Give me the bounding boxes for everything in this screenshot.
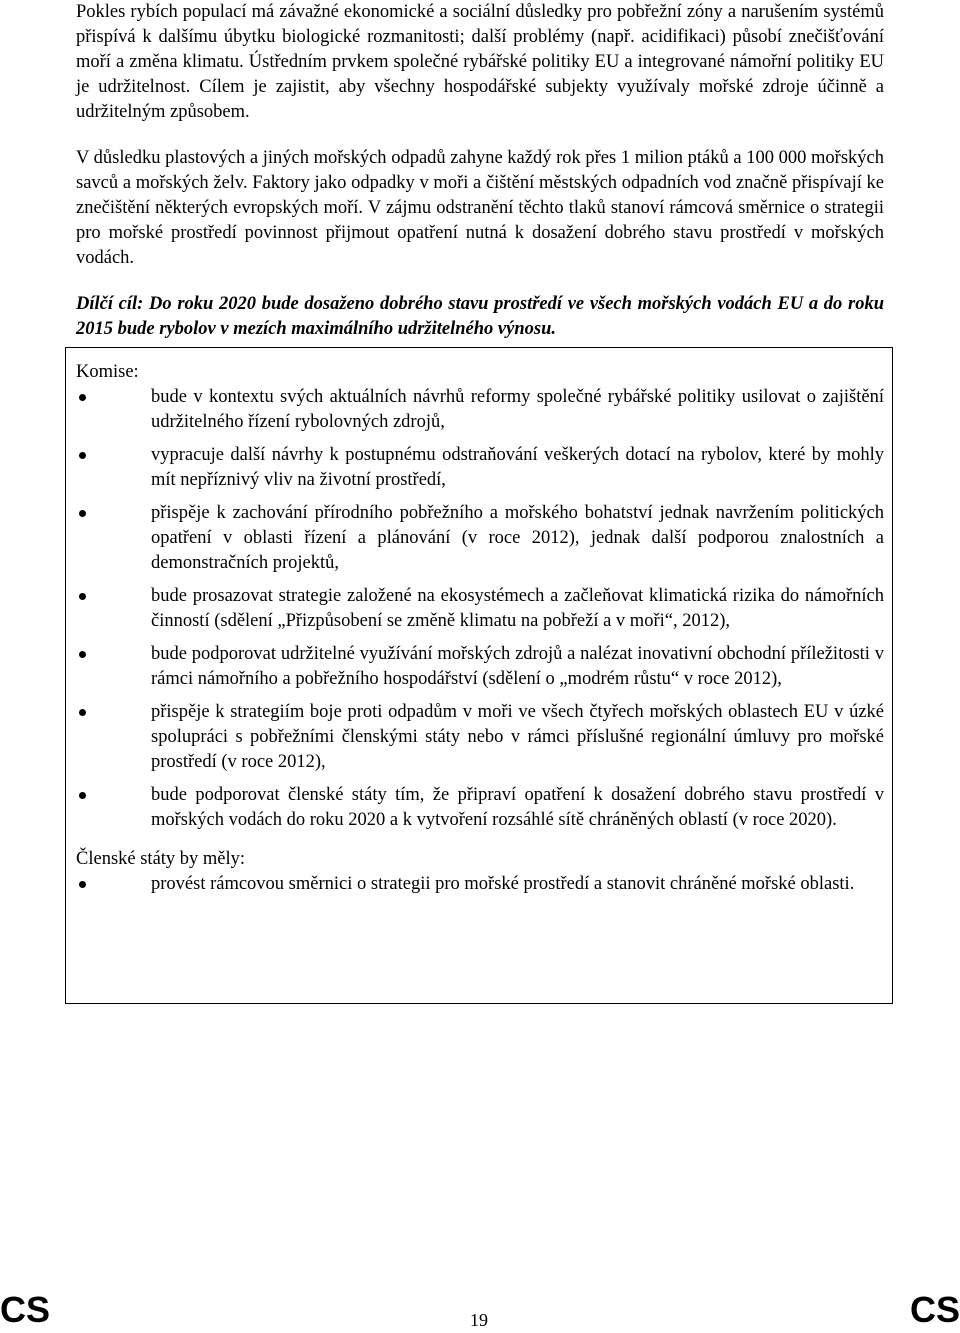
sub-target-heading: Dílčí cíl: Do roku 2020 bude dosaženo dobrého stavu prostředí ve všech mořských vodách EU a do roku 2015 bude rybolov v mezích maximálního udržitelného výnosu. [76, 294, 884, 339]
bullet-icon [79, 651, 86, 658]
bullet-icon [79, 452, 86, 459]
list-item-text: bude v kontextu svých aktuálních návrhů reformy společné rybářské politiky usilovat o zajištění udržitelného řízení rybolovných zdrojů, [151, 387, 884, 432]
list-item [76, 700, 884, 775]
list-item-text: bude podporovat členské státy tím, že připraví opatření k dosažení dobrého stavu prostředí v mořských vodách do roku 2020 a k vytvoření rozsáhlé sítě chráněných oblastí (v roce 2020). [151, 785, 884, 830]
bullet-icon [79, 709, 86, 716]
bullet-icon [79, 792, 86, 799]
list-item [76, 501, 884, 576]
list-item [76, 783, 884, 833]
list-item-text: přispěje k zachování přírodního pobřežního a mořského bohatství jednak navržením politických opatření v oblasti řízení a plánování (v roce 2012), jednak další podporou znalostních a demonstračních projektů, [151, 503, 884, 573]
commission-label: Komise: [76, 362, 139, 382]
page-body [76, 0, 884, 342]
member-states-label: Členské státy by měly: [76, 849, 246, 869]
actions-box [65, 347, 893, 1004]
list-item-text: bude prosazovat strategie založené na ekosystémech a začleňovat klimatická rizika do námořních činností (sdělení „Přizpůsobení se změně klimatu na pobřeží a v moři“, 2012), [151, 586, 884, 631]
list-item [76, 443, 884, 493]
commission-list [76, 385, 884, 833]
bullet-icon [79, 394, 86, 401]
list-item [76, 584, 884, 634]
footer-language-left: CS [0, 1289, 51, 1330]
list-item-text: provést rámcovou směrnici o strategii pro mořské prostředí a stanovit chráněné mořské oblasti. [151, 874, 855, 894]
list-item-text: vypracuje další návrhy k postupnému odstraňování veškerých dotací na rybolov, které by mohly mít nepříznivý vliv na životní prostředí, [151, 445, 884, 490]
bullet-icon [79, 881, 86, 888]
paragraph-fish-populations: Pokles rybích populací má závažné ekonomické a sociální důsledky pro pobřežní zóny a narušením systémů přispívá k dalšímu úbytku biologické rozmanitosti; další problémy (např. acidifikaci) působí znečišťování moří a změna klimatu. Ústředním prvkem společné rybářské politiky EU a integrované námořní politiky EU je udržitelnost. Cílem je zajistit, aby všechny hospodářské subjekty využívaly mořské zdroje účinně a udržitelným způsobem. [76, 2, 884, 122]
bullet-icon [79, 593, 86, 600]
page-number: 19 [470, 1310, 488, 1330]
paragraph-marine-litter: V důsledku plastových a jiných mořských odpadů zahyne každý rok přes 1 milion ptáků a 100 000 mořských savců a mořských želv. Faktory jako odpadky v moři a čištění městských odpadních vod značně přispívají ke znečištění některých evropských moří. V zájmu odstranění těchto tlaků stanoví rámcová směrnice o strategii pro mořské prostředí povinnost přijmout opatření nutná k dosažení dobrého stavu prostředí v mořských vodách. [76, 148, 884, 268]
list-item [76, 642, 884, 692]
list-item-text: přispěje k strategiím boje proti odpadům v moři ve všech čtyřech mořských oblastech EU v úzké spolupráci s pobřežními členskými státy nebo v rámci příslušné regionální úmluvy pro mořské prostředí (v roce 2012), [151, 702, 884, 772]
bullet-icon [79, 510, 86, 517]
list-item-text: bude podporovat udržitelné využívání mořských zdrojů a nalézat inovativní obchodní příležitosti v rámci námořního a pobřežního hospodářství (sdělení o „modrém růstu“ v roce 2012), [151, 644, 884, 689]
footer-language-right: CS [909, 1289, 960, 1330]
list-item [76, 872, 884, 897]
member-states-list [76, 872, 884, 897]
list-item [76, 385, 884, 435]
